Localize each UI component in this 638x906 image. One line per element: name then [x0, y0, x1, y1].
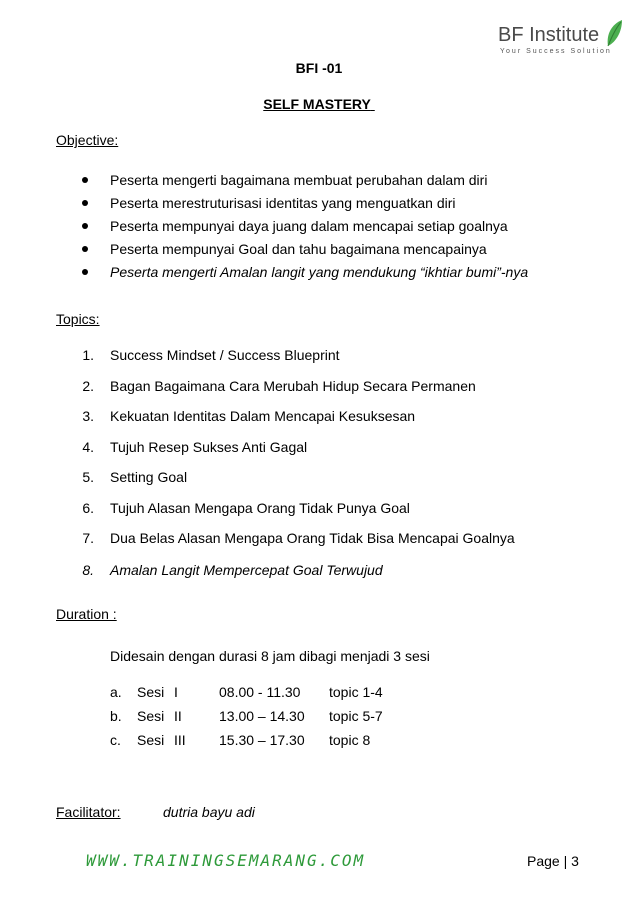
session-roman: I: [174, 684, 178, 700]
facilitator-name: dutria bayu adi: [163, 804, 255, 820]
facilitator-label: Facilitator:: [56, 804, 121, 820]
duration-description: Didesain dengan durasi 8 jam dibagi menjadi 3 sesi: [110, 648, 430, 664]
session-topic: topic 1-4: [329, 684, 383, 700]
topic-text: Tujuh Alasan Mengapa Orang Tidak Punya Goal: [110, 500, 410, 516]
topic-text: Amalan Langit Mempercepat Goal Terwujud: [110, 562, 383, 578]
topic-number: 2.: [82, 378, 94, 394]
session-letter: c.: [110, 732, 121, 748]
topic-text: Kekuatan Identitas Dalam Mencapai Kesuksesan: [110, 408, 416, 424]
footer-url[interactable]: WWW.TRAININGSEMARANG.COM: [86, 851, 366, 870]
bullet: [82, 177, 88, 183]
session-time: 13.00 – 14.30: [219, 708, 305, 724]
topic-text: Tujuh Resep Sukses Anti Gagal: [110, 439, 308, 455]
objective-item: Peserta mempunyai Goal dan tahu bagaimana mencapainya: [110, 241, 487, 257]
session-topic: topic 5-7: [329, 708, 383, 724]
session-label: Sesi: [137, 684, 165, 700]
session-letter: b.: [110, 708, 122, 724]
page-number: Page | 3: [527, 853, 579, 869]
session-label: Sesi: [137, 732, 165, 748]
session-time: 15.30 – 17.30: [219, 732, 305, 748]
bullet: [82, 200, 88, 206]
session-label: Sesi: [137, 708, 165, 724]
bullet: [82, 223, 88, 229]
logo-subtitle: Your Success Solution: [500, 48, 612, 55]
logo-title: BF Institute: [498, 24, 600, 46]
objective-item: Peserta mempunyai daya juang dalam mencapai setiap goalnya: [110, 218, 508, 234]
bullet: [82, 246, 88, 252]
session-roman: II: [174, 708, 182, 724]
leaf-icon: [604, 18, 624, 48]
doc-title-text: SELF MASTERY: [263, 96, 371, 112]
objective-item: Peserta merestruturisasi identitas yang menguatkan diri: [110, 195, 456, 211]
duration-label: Duration :: [56, 606, 117, 622]
topic-text: Bagan Bagaimana Cara Merubah Hidup Secara Permanen: [110, 378, 476, 394]
objective-item: Peserta mengerti Amalan langit yang mendukung “ikhtiar bumi”-nya: [110, 264, 529, 280]
topic-number: 5.: [82, 469, 94, 485]
topic-number: 6.: [82, 500, 94, 516]
session-roman: III: [174, 732, 186, 748]
doc-title: [0, 95, 638, 113]
topic-number: 3.: [82, 408, 94, 424]
topics-label: Topics:: [56, 311, 100, 327]
session-letter: a.: [110, 684, 122, 700]
topic-number: 7.: [82, 530, 94, 546]
topic-number: 1.: [82, 347, 94, 363]
session-topic: topic 8: [329, 732, 371, 748]
bullet: [82, 269, 88, 275]
doc-code: BFI -01: [295, 60, 343, 76]
topic-text: Dua Belas Alasan Mengapa Orang Tidak Bisa Mencapai Goalnya: [110, 530, 515, 546]
topic-number: 8.: [82, 562, 94, 578]
objective-label: Objective:: [56, 132, 119, 148]
topic-number: 4.: [82, 439, 94, 455]
objective-item: Peserta mengerti bagaimana membuat perubahan dalam diri: [110, 172, 488, 188]
topic-text: Setting Goal: [110, 469, 188, 485]
session-time: 08.00 - 11.30: [219, 684, 301, 700]
topic-text: Success Mindset / Success Blueprint: [110, 347, 340, 363]
